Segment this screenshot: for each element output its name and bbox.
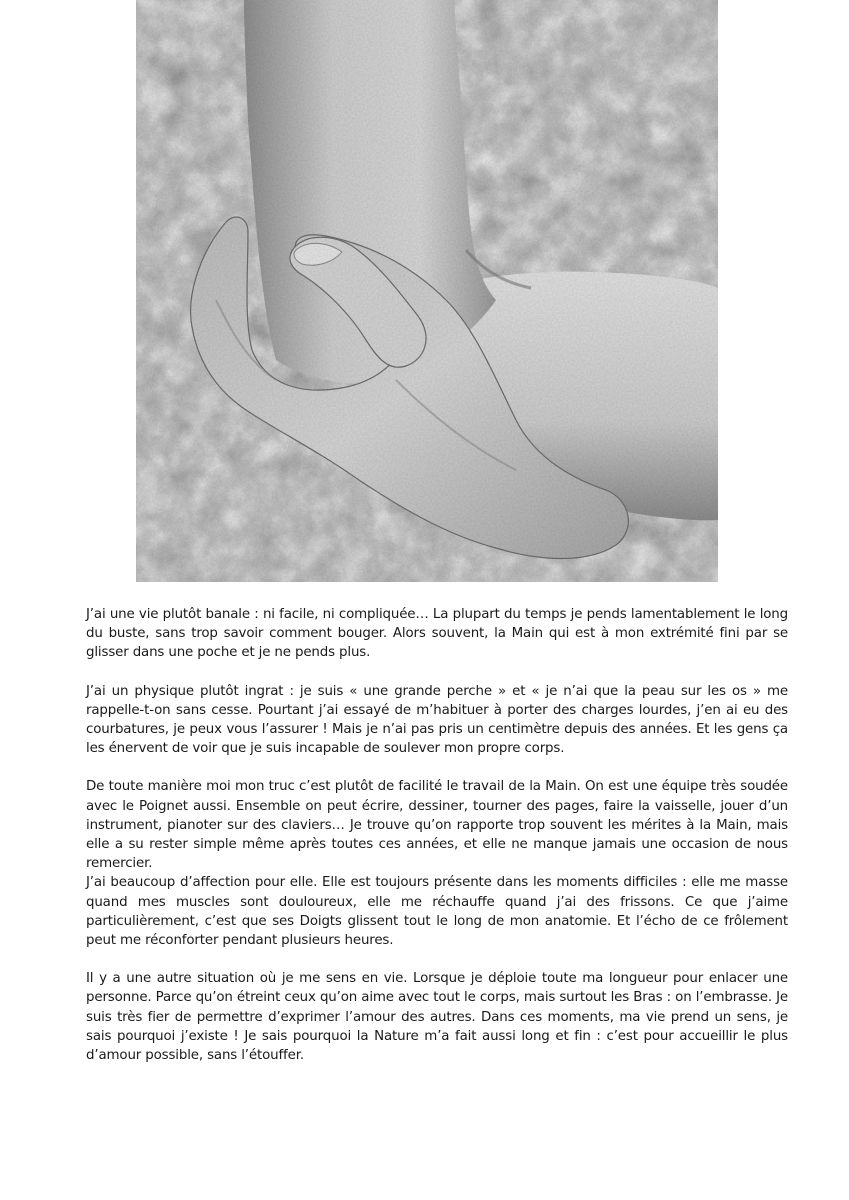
paragraph-1: J’ai une vie plutôt banale : ni facile, ni compliquée… La plupart du temps je pends lamentablement le long du buste, sans trop savoir comment bouger. Alors souvent, la Main qui est à mon extrémité fini par se glisser dans une poche et je ne pends plus. [86,607,788,661]
film-grain [136,0,718,582]
paragraph-5: Il y a une autre situation où je me sens en vie. Lorsque je déploie toute ma longueur pour enlacer une personne. Parce qu’on étreint ceux qu’on aime avec tout le corps, mais surtout les Bras : on l’embrasse. Je suis très fier de permettre d’exprimer l’amour des autres. Dans ces moments, ma vie prend un sens, je sais pourquoi j’existe ! Je sais pourquoi la Nature m’a fait aussi long et fin : c’est pour accueillir le plus d’amour possible, sans l’étouffer. [86,971,788,1064]
paragraph-2: J’ai un physique plutôt ingrat : je suis « une grande perche » et « je n’ai que la peau sur les os » me rappelle-t-on sans cesse. Pourtant j’ai essayé de m’habituer à porter des charges lourdes, j’en ai eu des courbatures, je peux vous l’assurer ! Mais je n’ai pas pris un centimètre depuis des années. Et les gens ça les énervent de voir que je suis incapable de soulever mon propre corps. [86,683,788,757]
paragraph-3: De toute manière moi mon truc c’est plutôt de facilité le travail de la Main. On est une équipe très soudée avec le Poignet aussi. Ensemble on peut écrire, dessiner, tourner des pages, faire la vaisselle, jouer d’un instrument, pianoter sur des claviers… Je trouve qu’on rapporte trop souvent les mérites à la Main, mais elle a su rester simple même après toutes ces années, et elle ne manque jamais une occasion de nous remercier. [86,779,788,872]
article-body [86,605,788,1084]
paragraph-4: J’ai beaucoup d’affection pour elle. Elle est toujours présente dans les moments difficiles : elle me masse quand mes muscles sont douloureux, elle me réchauffe quand j’ai des frissons. Ce que j’aime particulièrement, c’est que ses Doigts glissent tout le long de mon anatomie. Et l’écho de ce frôlement peut me réconforter pendant plusieurs heures. [86,875,788,949]
photo-arm-hand [136,0,718,582]
photo-arm-hand-image [136,0,718,582]
